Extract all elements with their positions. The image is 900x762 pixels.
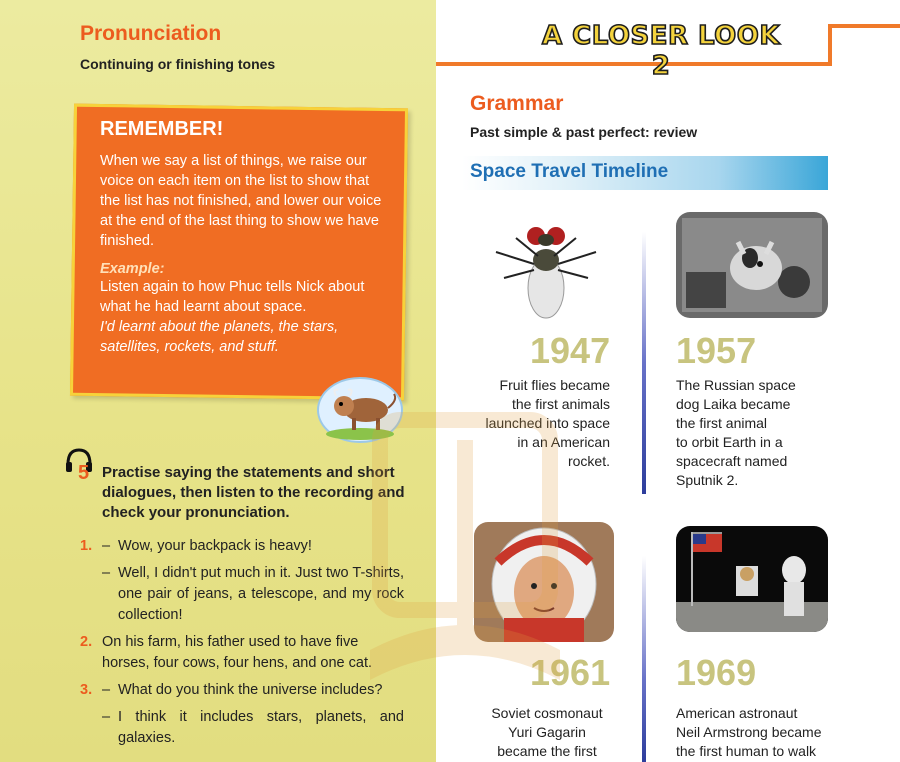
- item-number: 3.: [80, 682, 93, 698]
- pronunciation-subtitle: Continuing or finishing tones: [80, 56, 276, 72]
- event-caption: [476, 704, 618, 761]
- dash: –: [102, 538, 111, 554]
- fruit-fly-image: [486, 208, 606, 322]
- caption-line: launched into space: [485, 415, 610, 431]
- exercise-instruction: Practise saying the statements and short dialogues, then listen to the recording and check your pronunciation.: [102, 464, 405, 521]
- item-number: 2.: [80, 634, 93, 650]
- example-quote: I'd learnt about the planets, the stars, satellites, rockets, and stuff.: [100, 319, 339, 355]
- timeline-title: Space Travel Timeline: [470, 161, 669, 182]
- caption-line: Soviet cosmonaut: [491, 705, 603, 721]
- item-text: On his farm, his father used to have five horses, four cows, four hens, and one cat.: [102, 634, 373, 671]
- dialogue-text: Well, I didn't put much in it. Just two T-shirts, one pair of jeans, a telescope, and my rock collection!: [118, 565, 404, 623]
- caption-line: rocket.: [567, 453, 610, 469]
- caption-line: Fruit flies became: [499, 377, 610, 393]
- laika-dog-image: [676, 212, 828, 318]
- remember-body: When we say a list of things, we raise our voice on each item on the list to show that the list has not finished, and lower our voice at the end of the last thing to show we have finished.: [100, 153, 382, 249]
- year-label: 1947: [530, 330, 611, 371]
- year-label: 1961: [530, 652, 611, 693]
- remember-content: [100, 118, 390, 357]
- caption-line: The Russian space: [676, 377, 796, 393]
- cow-illustration: [314, 370, 408, 444]
- year-label: 1957: [676, 330, 757, 371]
- event-caption: [468, 376, 610, 471]
- timeline-divider: [642, 556, 646, 762]
- exercise-items: [80, 536, 404, 755]
- list-item: [80, 632, 404, 674]
- dialogue-text: I think it includes stars, planets, and galaxies.: [118, 709, 404, 746]
- banner-corner: [828, 24, 900, 28]
- grammar-subtitle: Past simple & past perfect: review: [470, 124, 698, 140]
- list-item: [80, 680, 404, 749]
- dialogue-text: What do you think the universe includes?: [118, 682, 383, 698]
- timeline-divider: [642, 232, 646, 494]
- caption-line: Yuri Gagarin: [508, 724, 586, 740]
- caption-line: American astronaut: [676, 705, 798, 721]
- section-banner: A CLOSER LOOK 2: [541, 21, 781, 81]
- caption-line: the first animal: [676, 415, 768, 431]
- caption-line: the first human to walk: [676, 743, 817, 759]
- caption-line: to orbit Earth in a: [676, 434, 783, 450]
- event-caption: [676, 704, 856, 761]
- dialogue-text: Wow, your backpack is heavy!: [118, 538, 312, 554]
- remember-heading: REMEMBER!: [100, 118, 224, 140]
- item-number: 1.: [80, 538, 93, 554]
- year-label: 1969: [676, 652, 757, 693]
- grammar-title: Grammar: [470, 92, 564, 115]
- caption-line: in an American: [517, 434, 610, 450]
- pronunciation-title: Pronunciation: [80, 22, 222, 45]
- caption-line: spacecraft named: [676, 453, 788, 469]
- caption-line: Neil Armstrong became: [676, 724, 822, 740]
- exercise-number: 5: [78, 462, 90, 484]
- banner-corner: [828, 24, 832, 66]
- example-text: Listen again to how Phuc tells Nick about what he had learnt about space.: [100, 279, 365, 315]
- dash: –: [102, 565, 111, 581]
- dialogue-line: [102, 680, 404, 701]
- dialogue-line: [102, 707, 404, 749]
- moon-landing-image: [676, 526, 828, 632]
- caption-line: the first animals: [511, 396, 610, 412]
- dash: –: [102, 682, 111, 698]
- caption-line: Sputnik 2.: [676, 472, 739, 488]
- dialogue-line: [102, 563, 404, 626]
- banner-rule: [436, 62, 832, 66]
- dialogue-line: [102, 536, 404, 557]
- caption-line: dog Laika became: [676, 396, 791, 412]
- dash: –: [102, 709, 111, 725]
- example-label: Example:: [100, 261, 165, 277]
- list-item: [80, 536, 404, 626]
- gagarin-image: [474, 522, 614, 642]
- event-caption: [676, 376, 826, 490]
- caption-line: became the first: [497, 743, 597, 759]
